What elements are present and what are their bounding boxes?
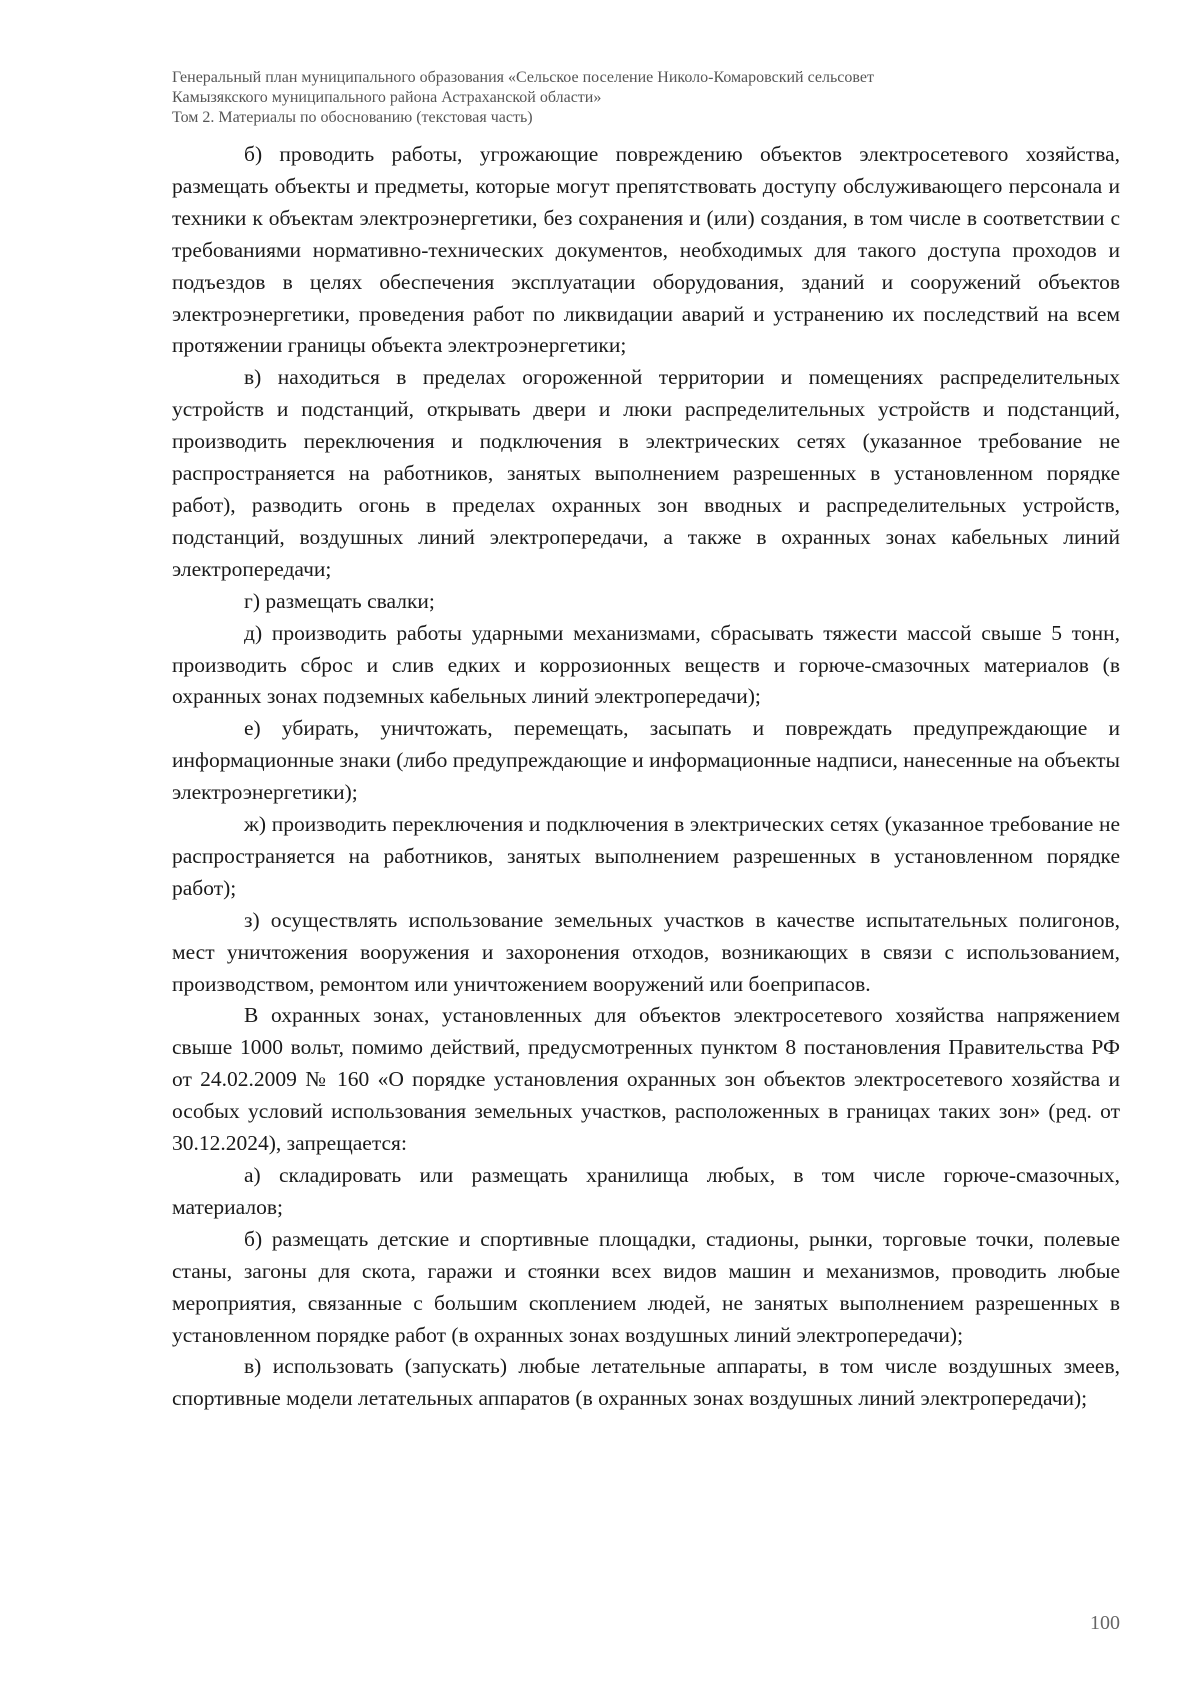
running-header xyxy=(172,68,1122,128)
paragraph: В охранных зонах, установленных для объектов электросетевого хозяйства напряжением свыше 1000 вольт, помимо действий, предусмотренных пунктом 8 постановления Правительства РФ от 24.02.2009 № 160 «О порядке установления охранных зон объектов электросетевого хозяйства и особых условий использования земельных участков, расположенных в границах таких зон» (ред. от 30.12.2024), запрещается: xyxy=(172,1003,1120,1156)
paragraph: б) проводить работы, угрожающие повреждению объектов электросетевого хозяйства, размещать объекты и предметы, которые могут препятствовать доступу обслуживающего персонала и техники к объектам электроэнергетики, без сохранения и (или) создания, в том числе в соответствии с требованиями нормативно-технических документов, необходимых для такого доступа проходов и подъездов в целях обеспечения эксплуатации оборудования, зданий и сооружений объектов электроэнергетики, проведения работ по ликвидации аварий и устранению их последствий на всем протяжении границы объекта электроэнергетики; xyxy=(172,142,1120,358)
paragraph: з) осуществлять использование земельных участков в качестве испытательных полигонов, мест уничтожения вооружения и захоронения отходов, возникающих в связи с использованием, производством, ремонтом или уничтожением вооружений или боеприпасов. xyxy=(172,907,1120,996)
header-line-2: Камызякского муниципального района Астраханской области» xyxy=(172,89,602,106)
document-body xyxy=(172,139,1120,1415)
paragraph: в) использовать (запускать) любые летательные аппараты, в том числе воздушных змеев, спортивные модели летательных аппаратов (в охранных зонах воздушных линий электропередачи); xyxy=(172,1354,1120,1411)
page-number: 100 xyxy=(1090,1612,1120,1634)
header-line-3: Том 2. Материалы по обоснованию (текстовая часть) xyxy=(172,109,533,126)
paragraph: ж) производить переключения и подключения в электрических сетях (указанное требование не распространяется на работников, занятых выполнением разрешенных в установленном порядке работ); xyxy=(172,812,1120,900)
paragraph: а) складировать или размещать хранилища любых, в том числе горюче-смазочных, материалов; xyxy=(172,1163,1120,1219)
paragraph: е) убирать, уничтожать, перемещать, засыпать и повреждать предупреждающие и информационные знаки (либо предупреждающие и информационные надписи, нанесенные на объекты электроэнергетики); xyxy=(172,716,1120,805)
header-line-1: Генеральный план муниципального образования «Сельское поселение Николо-Комаровский сельсовет xyxy=(172,69,874,86)
paragraph: г) размещать свалки; xyxy=(244,588,435,613)
paragraph: в) находиться в пределах огороженной территории и помещениях распределительных устройств и подстанций, открывать двери и люки распределительных устройств и подстанций, производить переключения и подключения в электрических сетях (указанное требование не распространяется на работников, занятых выполнением разрешенных в установленном порядке работ), разводить огонь в пределах охранных зон вводных и распределительных устройств, подстанций, воздушных линий электропередачи, а также в охранных зонах кабельных линий электропередачи; xyxy=(172,365,1120,581)
paragraph: б) размещать детские и спортивные площадки, стадионы, рынки, торговые точки, полевые станы, загоны для скота, гаражи и стоянки всех видов машин и механизмов, проводить любые мероприятия, связанные с большим скоплением людей, не занятых выполнением разрешенных в установленном порядке работ (в охранных зонах воздушных линий электропередачи); xyxy=(172,1226,1120,1347)
paragraph: д) производить работы ударными механизмами, сбрасывать тяжести массой свыше 5 тонн, производить сброс и слив едких и коррозионных веществ и горюче-смазочных материалов (в охранных зонах подземных кабельных линий электропередачи); xyxy=(172,620,1120,709)
